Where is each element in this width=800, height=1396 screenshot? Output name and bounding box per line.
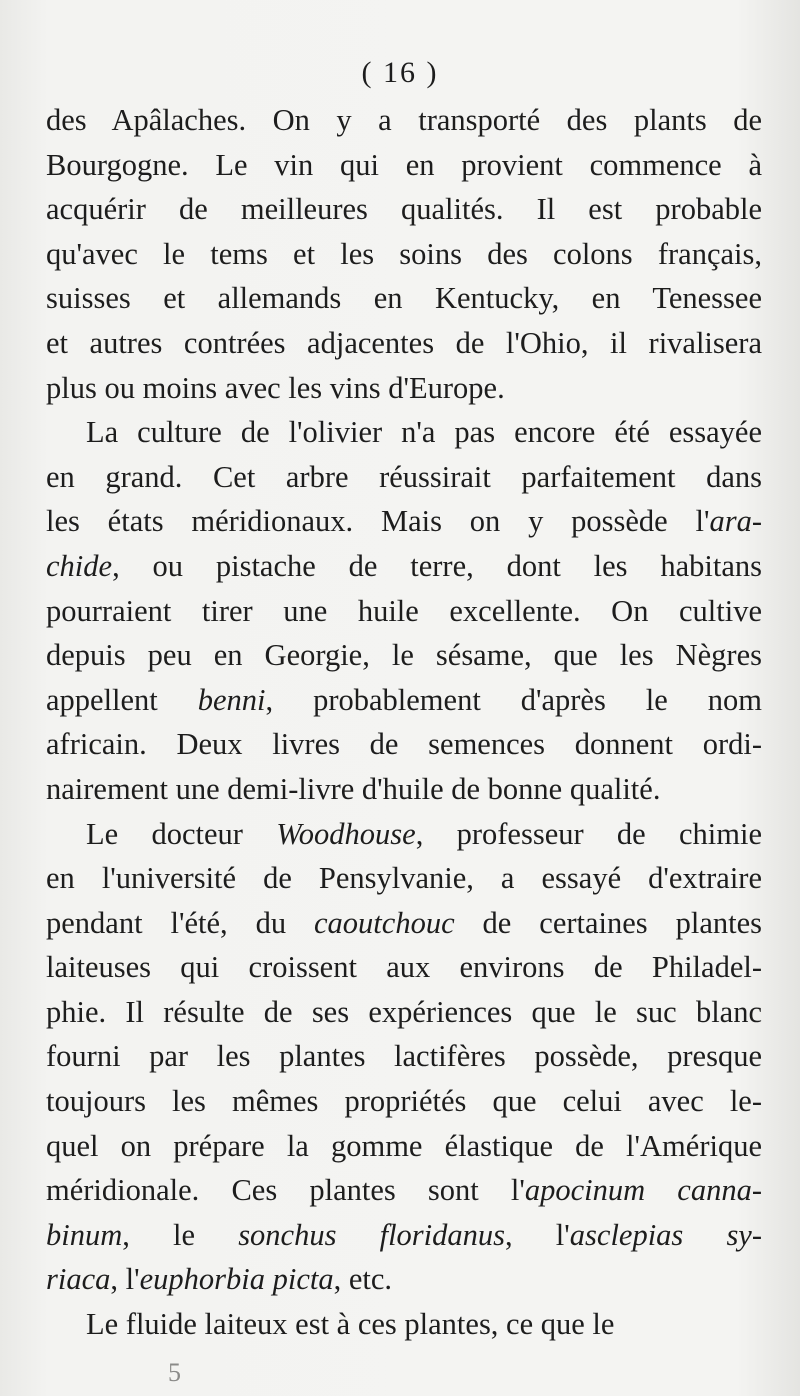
italic-term: Woodhouse — [276, 816, 416, 851]
italic-term: benni — [197, 682, 266, 717]
text-run: nairement une demi-livre d'huile de bonne qualité. — [46, 771, 661, 806]
text-run: des Apâlaches. On y a transporté des plants de — [46, 103, 762, 137]
text-line — [46, 945, 762, 990]
text-run: , l' — [505, 1217, 570, 1252]
text-line — [46, 410, 762, 455]
text-run: , professeur de chimie — [415, 816, 762, 851]
text-line — [46, 455, 762, 500]
text-run: , etc. — [333, 1262, 393, 1297]
italic-term: euphorbia picta — [139, 1262, 334, 1297]
text-line — [46, 187, 762, 232]
text-line — [46, 1124, 762, 1169]
italic-term: chide — [46, 548, 113, 583]
text-line — [46, 544, 762, 589]
text-line — [46, 633, 762, 678]
text-line — [46, 767, 762, 812]
text-run: plus ou moins avec les vins d'Europe. — [46, 370, 505, 405]
text-run: quel on prépare la gomme élastique de l'Amérique — [46, 1128, 762, 1163]
italic-term: asclepias sy- — [569, 1217, 763, 1252]
text-run: africain. Deux livres de semences donnent ordi- — [46, 727, 762, 762]
text-line — [46, 276, 762, 321]
text-line — [46, 1034, 762, 1079]
text-run: pendant l'été, du — [46, 905, 315, 940]
text-line — [46, 321, 762, 366]
text-run: qu'avec le tems et les soins des colons français, — [46, 236, 762, 271]
text-run: et autres contrées adjacentes de l'Ohio, il rivalisera — [46, 325, 762, 360]
text-run: , ou pistache de terre, dont les habitans — [112, 548, 762, 583]
text-line — [46, 1302, 762, 1347]
text-run: fourni par les plantes lactifères possède, presque — [46, 1039, 762, 1074]
text-line — [46, 1079, 762, 1124]
text-line — [46, 856, 762, 901]
text-run: toujours les mêmes propriétés que celui avec le- — [46, 1084, 762, 1119]
text-line — [46, 678, 762, 723]
text-line — [46, 901, 762, 946]
page-number-header: ( 16 ) — [361, 56, 439, 89]
text-run: Bourgogne. Le vin qui en provient commence à — [46, 147, 762, 182]
text-line — [46, 232, 762, 277]
italic-term: riaca — [46, 1262, 111, 1297]
text-line — [46, 143, 762, 188]
page-body-text — [46, 98, 762, 1347]
text-run: les états méridionaux. Mais on y possède l' — [46, 504, 710, 539]
text-run: méridionale. Ces plantes sont l' — [46, 1173, 525, 1208]
text-run: de certaines plantes — [454, 905, 762, 940]
text-run: pourraient tirer une huile excellente. On cultive — [46, 593, 762, 628]
text-run: acquérir de meilleures qualités. Il est probable — [46, 192, 762, 227]
text-line — [46, 366, 762, 411]
italic-term: ara- — [709, 504, 762, 539]
text-run: en grand. Cet arbre réussirait parfaitement dans — [46, 459, 762, 494]
text-run: depuis peu en Georgie, le sésame, que les Nègres — [46, 638, 762, 673]
text-line — [46, 98, 762, 143]
italic-term: apocinum canna- — [524, 1173, 762, 1208]
text-run: , le — [122, 1217, 239, 1252]
italic-term: binum — [46, 1217, 123, 1252]
text-line — [46, 589, 762, 634]
text-line — [46, 1168, 762, 1213]
text-run: en l'université de Pensylvanie, a essayé d'extraire — [46, 861, 762, 896]
text-run: suisses et allemands en Kentucky, en Tenessee — [46, 281, 762, 316]
italic-term: sonchus floridanus — [238, 1217, 506, 1252]
text-run: laiteuses qui croissent aux environs de Philadel- — [46, 950, 762, 985]
text-line — [46, 1257, 762, 1302]
text-line — [46, 499, 762, 544]
text-line — [46, 812, 762, 857]
text-run: , probablement d'après le nom — [265, 682, 762, 717]
footer-mark: 5 — [168, 1358, 181, 1387]
text-run: appellent — [46, 682, 198, 717]
text-run: Le fluide laiteux est à ces plantes, ce que le — [86, 1307, 615, 1342]
text-run: Le docteur — [86, 816, 277, 851]
text-line — [46, 990, 762, 1035]
text-run: La culture de l'olivier n'a pas encore été essayée — [86, 415, 762, 450]
text-run: phie. Il résulte de ses expériences que le suc blanc — [46, 994, 762, 1029]
text-line — [46, 722, 762, 767]
italic-term: caoutchouc — [314, 905, 455, 940]
text-line — [46, 1213, 762, 1258]
text-run: , l' — [110, 1262, 140, 1297]
